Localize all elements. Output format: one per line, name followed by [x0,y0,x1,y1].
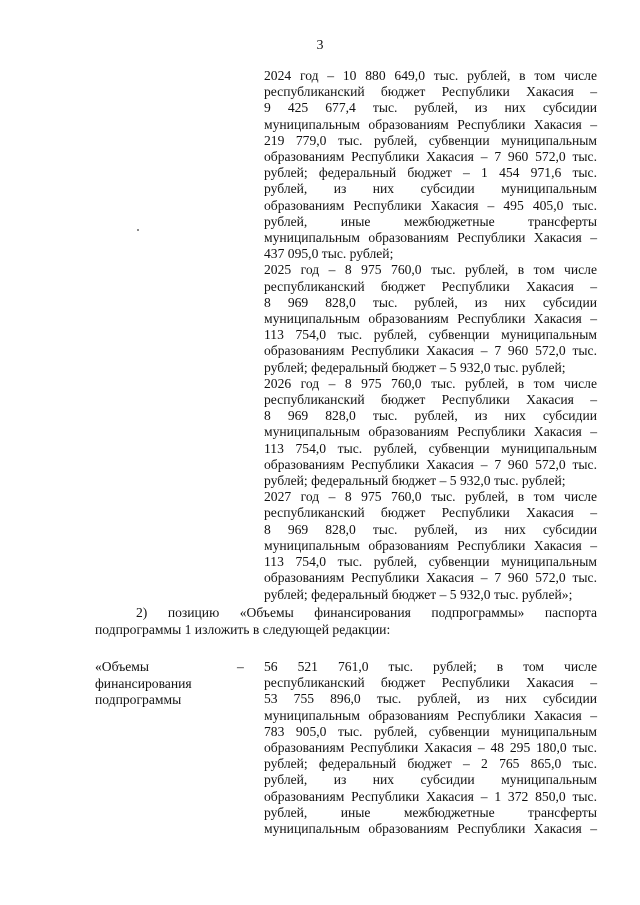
text-line: рублей, из них субсидии муниципальным [264,181,597,197]
text-line: 113 754,0 тыс. рублей, субвенции муниципальным [264,554,597,570]
text-line: 113 754,0 тыс. рублей, субвенции муниципальным [264,440,597,456]
text-line: 53 755 896,0 тыс. рублей, из них субсидии [264,691,597,707]
text-line: рублей, из них субсидии муниципальным [264,772,597,788]
text-line: 8 969 828,0 тыс. рублей, из них субсидии [264,294,597,310]
financing-by-year-block [264,68,597,603]
text-line: 56 521 761,0 тыс. рублей; в том числе [264,659,597,674]
text-line: муниципальным образованиям Республики Хакасия – [264,821,597,837]
page-number: 3 [316,38,324,53]
scan-speck [137,229,139,231]
text-line: муниципальным образованиям Республики Хакасия – [264,537,597,553]
text-line: образованиям Республики Хакасия – 7 960 572,0 тыс. [264,149,597,165]
text-line: 219 779,0 тыс. рублей, субвенции муниципальным [264,132,597,148]
text-line: образованиям Республики Хакасия – 48 295 180,0 тыс. [264,740,597,756]
text-line: рублей; федеральный бюджет – 5 932,0 тыс. рублей; [264,359,566,375]
text-line: 2) позицию «Объемы финансирования подпрограммы» паспорта [136,605,597,620]
text-line: рублей, иные межбюджетные трансферты [264,213,597,229]
text-line: образованиям Республики Хакасия – 7 960 572,0 тыс. [264,343,597,359]
text-line: 783 905,0 тыс. рублей, субвенции муниципальным [264,723,597,739]
text-line: рублей; федеральный бюджет – 1 454 971,6 тыс. [264,165,597,181]
text-line: 2024 год – 10 880 649,0 тыс. рублей, в том числе [264,68,597,83]
separator-dash: – [237,659,244,674]
position-label [95,659,235,709]
text-line: рублей; федеральный бюджет – 2 765 865,0 тыс. [264,756,597,772]
text-line: образованиям Республики Хакасия – 7 960 572,0 тыс. [264,570,597,586]
text-line: рублей, иные межбюджетные трансферты [264,804,597,820]
text-line: подпрограммы [95,692,182,707]
text-line: образованиям Республики Хакасия – 1 372 850,0 тыс. [264,788,597,804]
text-line: республиканский бюджет Республики Хакасия – [264,505,597,521]
text-line: республиканский бюджет Республики Хакасия – [264,278,597,294]
text-line: 8 969 828,0 тыс. рублей, из них субсидии [264,521,597,537]
text-line: 2027 год – 8 975 760,0 тыс. рублей, в том числе [264,489,597,505]
text-line: республиканский бюджет Республики Хакасия – [264,84,597,100]
text-line: муниципальным образованиям Республики Хакасия – [264,707,597,723]
text-line: 8 969 828,0 тыс. рублей, из них субсидии [264,408,597,424]
text-line: 437 095,0 тыс. рублей; [264,246,394,262]
text-line: подпрограммы 1 изложить в следующей редакции: [95,622,391,637]
text-line: финансирования [95,675,192,691]
text-line: образованиям Республики Хакасия – 495 405,0 тыс. [264,197,597,213]
text-line: 2025 год – 8 975 760,0 тыс. рублей, в том числе [264,262,597,278]
text-line: образованиям Республики Хакасия – 7 960 572,0 тыс. [264,456,597,472]
text-line: 9 425 677,4 тыс. рублей, из них субсидии [264,100,597,116]
text-line: республиканский бюджет Республики Хакасия – [264,392,597,408]
text-line: «Объемы [95,659,149,674]
text-line: республиканский бюджет Республики Хакасия – [264,675,597,691]
text-line: рублей; федеральный бюджет – 5 932,0 тыс. рублей; [264,473,566,489]
financing-total-block [264,659,597,837]
text-line: муниципальным образованиям Республики Хакасия – [264,424,597,440]
text-line: 2026 год – 8 975 760,0 тыс. рублей, в том числе [264,375,597,391]
text-line: муниципальным образованиям Республики Хакасия – [264,116,597,132]
text-line: 113 754,0 тыс. рублей, субвенции муниципальным [264,327,597,343]
amendment-paragraph [95,604,597,638]
text-line: рублей; федеральный бюджет – 5 932,0 тыс. рублей»; [264,586,573,602]
text-line: муниципальным образованиям Республики Хакасия – [264,230,597,246]
text-line: муниципальным образованиям Республики Хакасия – [264,311,597,327]
